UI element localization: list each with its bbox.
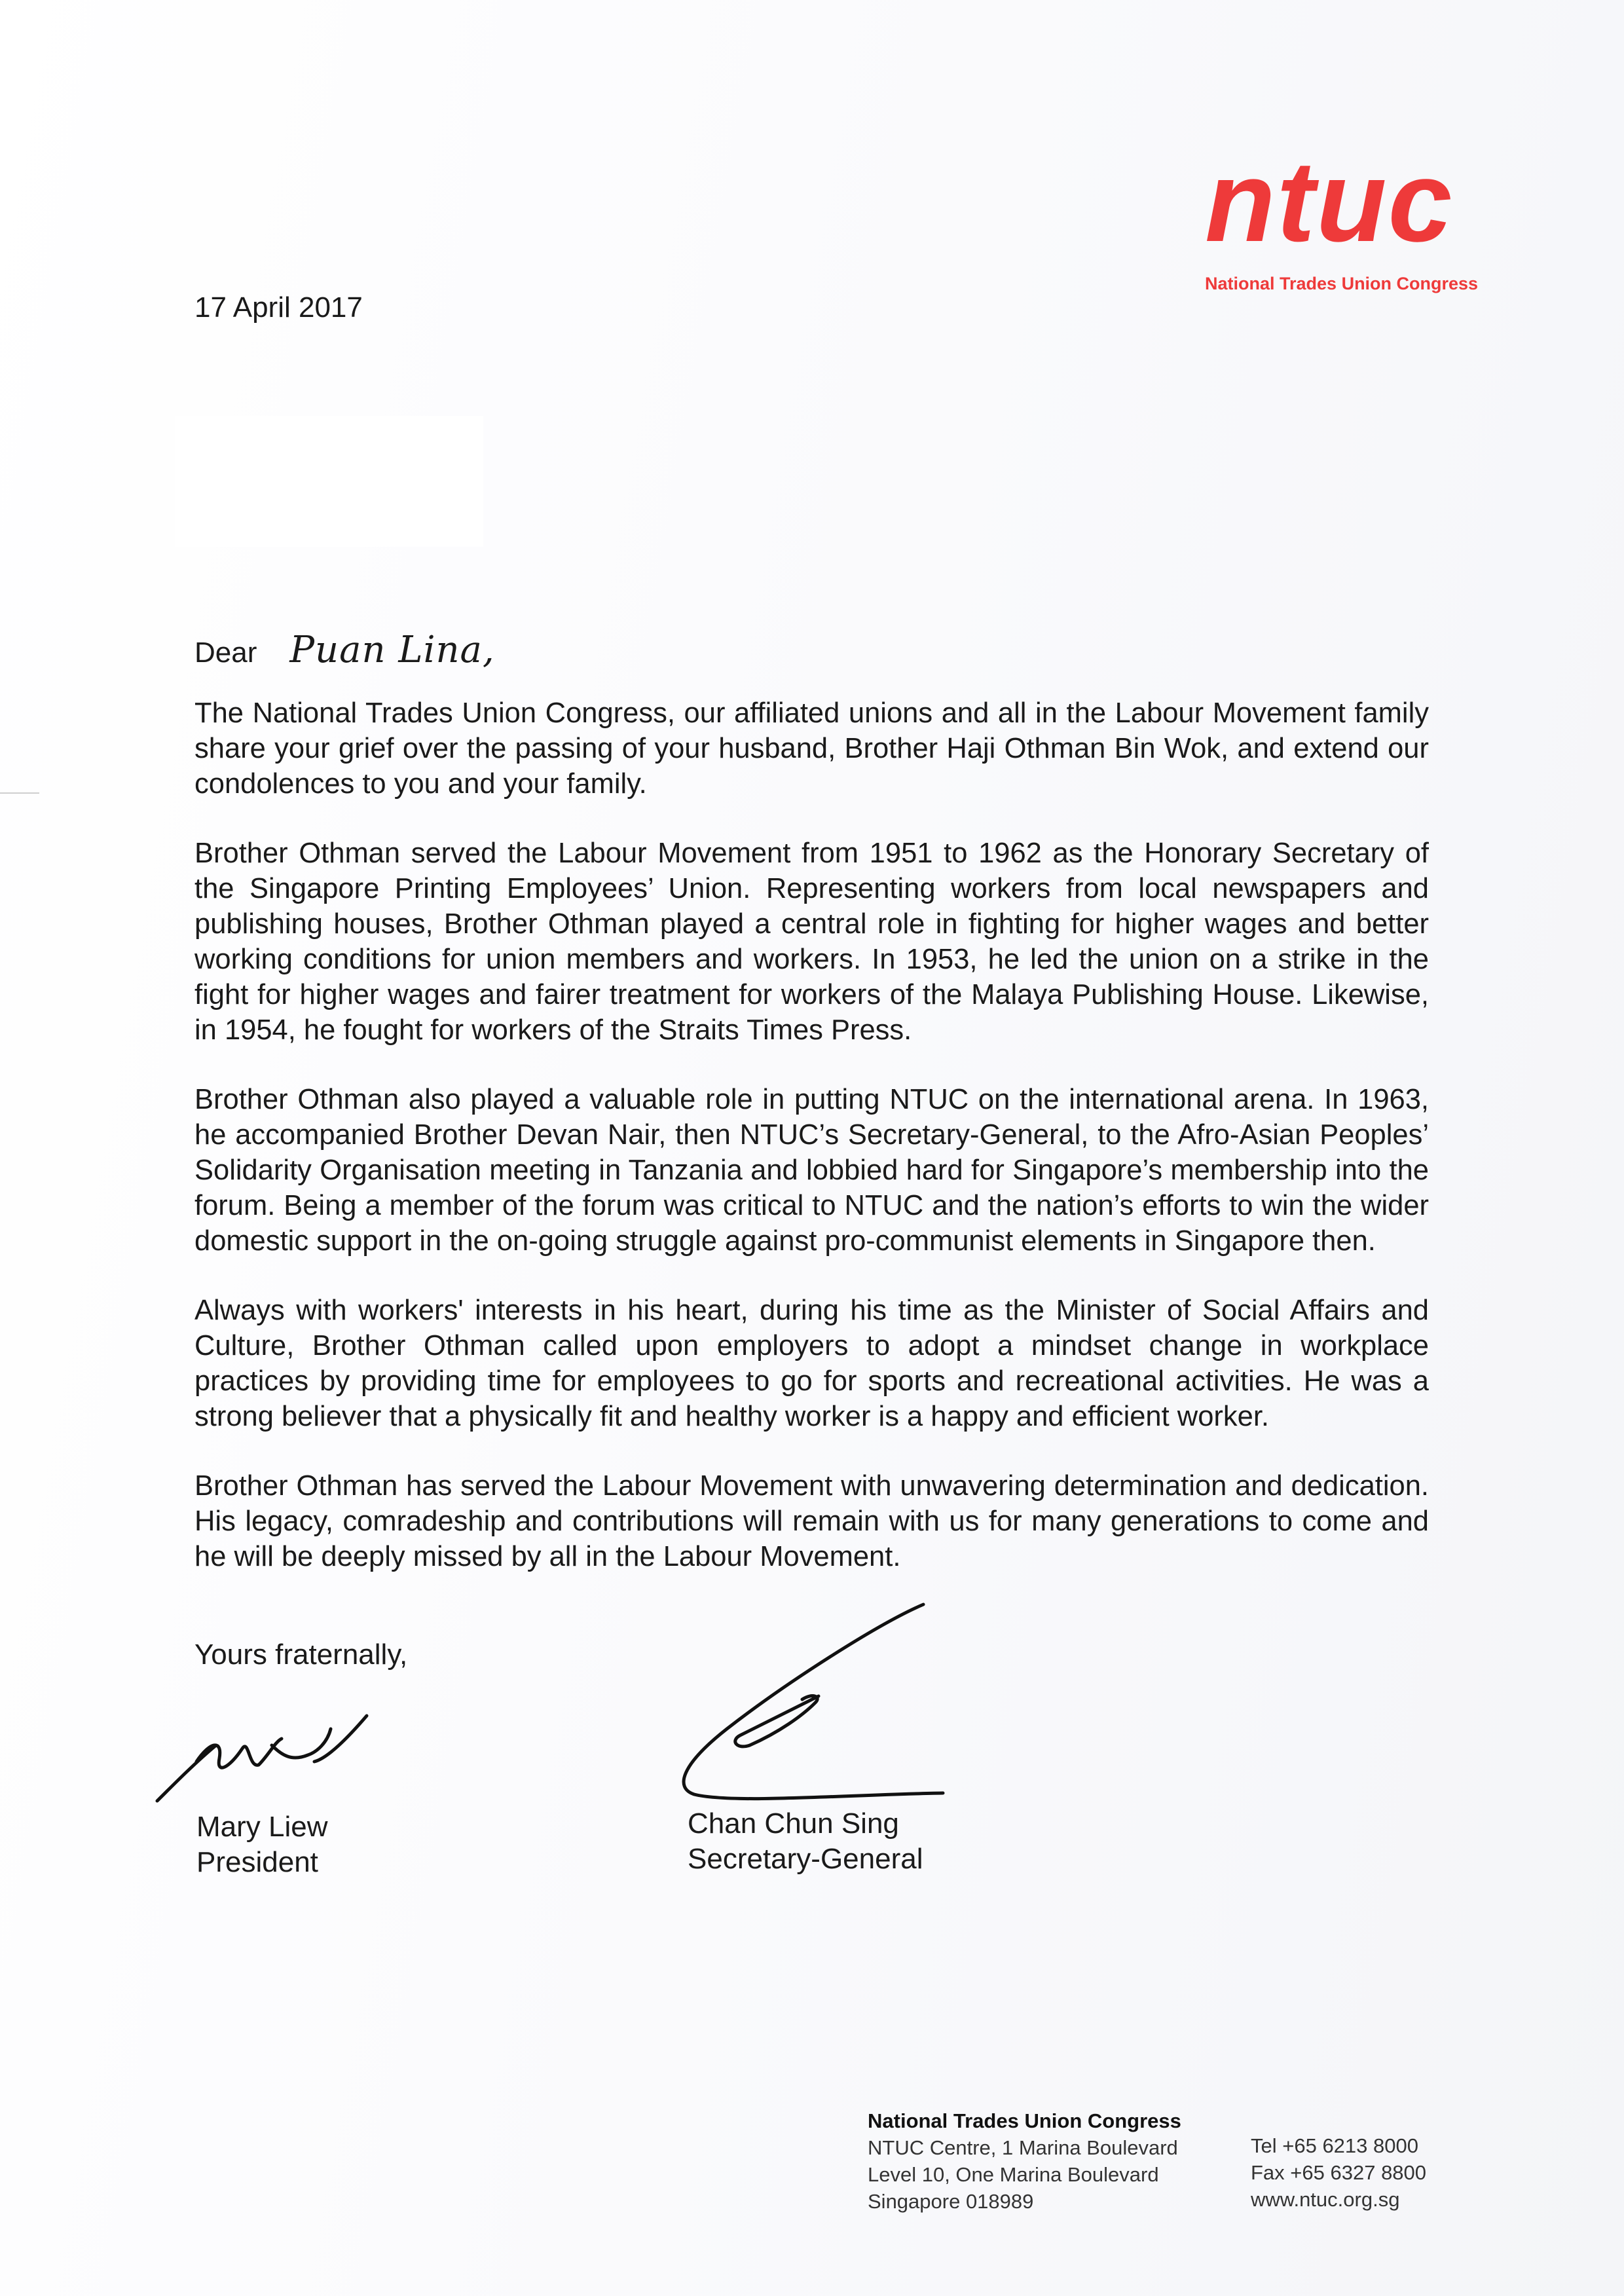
letter-date: 17 April 2017 [194, 291, 363, 324]
footer-address-line: NTUC Centre, 1 Marina Boulevard [868, 2136, 1178, 2159]
letter-body [194, 695, 1429, 1608]
footer-org-name: National Trades Union Congress [868, 2109, 1181, 2132]
footer-website-link[interactable]: www.ntuc.org.sg [1251, 2188, 1400, 2211]
signatory-secretary-general [688, 1806, 923, 1877]
signatory-name: Mary Liew [196, 1811, 328, 1843]
salutation-dear: Dear [194, 637, 257, 669]
footer-tel: Tel +65 6213 8000 [1251, 2134, 1418, 2157]
footer-address-line: Level 10, One Marina Boulevard [868, 2163, 1159, 2186]
signatory-president [196, 1809, 328, 1880]
secretary-general-signature [655, 1598, 950, 1814]
body-paragraph: Always with workers' interests in his heart, during his time as the Minister of Social Affairs and Culture, Brother Othman called upon employers to adopt a mindset change in workplace practices by providing time for employees to go for sports and recreational activities. He was a strong believer that a physically fit and healthy worker is a happy and efficient worker. [194, 1295, 1429, 1432]
body-paragraph: Brother Othman served the Labour Movement from 1951 to 1962 as the Honorary Secretary of the Singapore Printing Employees’ Union. Representing workers from local newspapers and publishing houses, Brother Othman played a central role in fighting for higher wages and better working conditions for union members and workers. In 1953, he led the union on a strike in the fight for higher wages and fairer treatment for workers of the Malaya Publishing House. Likewise, in 1954, he fought for workers of the Straits Times Press. [194, 838, 1429, 1046]
footer-contact [1251, 2132, 1426, 2213]
redacted-address [175, 416, 483, 547]
body-paragraph: The National Trades Union Congress, our affiliated unions and all in the Labour Movement family share your grief over the passing of your husband, Brother Haji Othman Bin Wok, and extend our condolences to you and your family. [194, 697, 1429, 800]
signatory-title: President [196, 1846, 318, 1878]
salutation [194, 629, 495, 671]
logo-wordmark: ntuc [1205, 138, 1454, 266]
signatory-title: Secretary-General [688, 1843, 923, 1875]
footer-address-line: Singapore 018989 [868, 2190, 1034, 2213]
margin-mark [0, 792, 39, 794]
logo-tagline: National Trades Union Congress [1205, 274, 1479, 293]
recipient-name-handwritten: Puan Lina, [289, 629, 495, 671]
body-paragraph: Brother Othman has served the Labour Movement with unwavering determination and dedication. His legacy, comradeship and contributions will remain with us for many generations to come and he will be deeply missed by all in the Labour Movement. [194, 1470, 1429, 1572]
closing-line: Yours fraternally, [194, 1639, 408, 1671]
president-signature [151, 1683, 426, 1814]
body-paragraph: Brother Othman also played a valuable role in putting NTUC on the international arena. In 1963, he accompanied Brother Devan Nair, then NTUC’s Secretary-General, to the Afro-Asian Peoples’ Solidarity Organisation meeting in Tanzania and lobbied hard for Singapore’s membership into the forum. Being a member of the forum was critical to NTUC and the nation’s efforts to win the wider domestic support in the on-going struggle against pro-communist elements in Singapore then. [194, 1084, 1429, 1257]
ntuc-logo [1205, 138, 1506, 294]
footer-address [868, 2107, 1181, 2215]
footer-fax: Fax +65 6327 8800 [1251, 2161, 1427, 2184]
signatory-name: Chan Chun Sing [688, 1807, 899, 1840]
